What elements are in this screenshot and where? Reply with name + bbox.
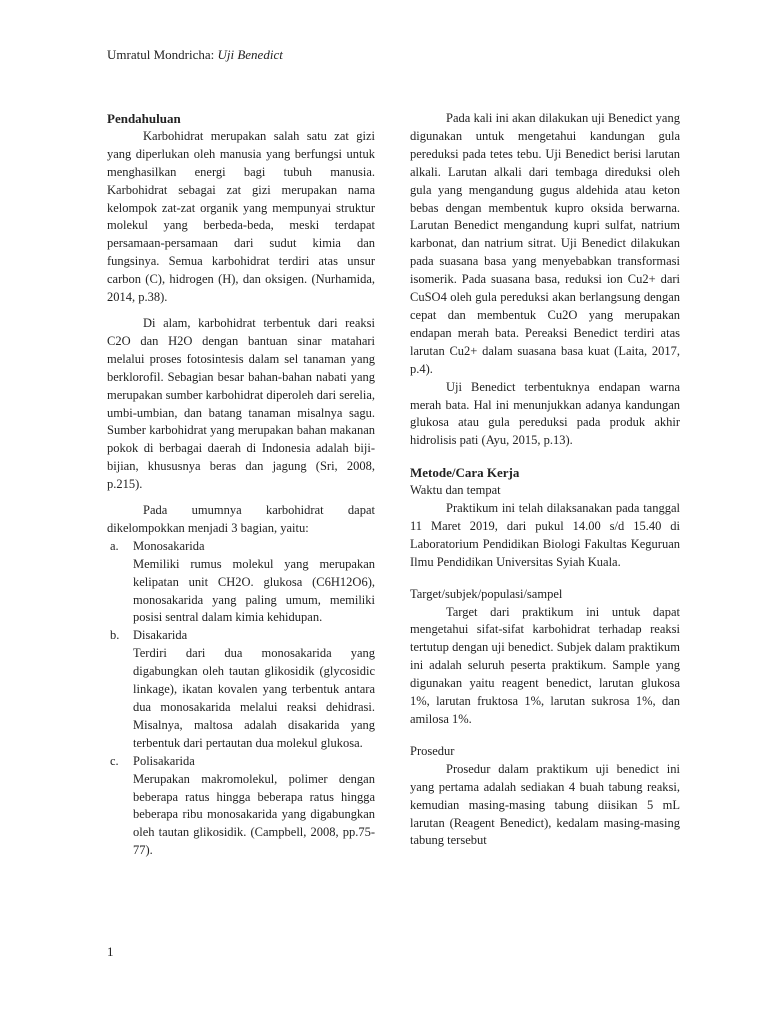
- paragraph: Target dari praktikum ini untuk dapat mengetahui sifat-sifat karbohidrat terhadap reaksi tertutup dengan uji benedict. Subjek dalam praktikum ini adalah seluruh peserta praktikum. Sample yang digunakan yaitu reagent benedict, larutan glukosa 1%, larutan fruktosa 1%, larutan sukrosa 1%, dan amilosa 1%.: [410, 604, 680, 726]
- left-column: [107, 110, 375, 860]
- subheading-target: Target/subjek/populasi/sampel: [410, 586, 563, 601]
- page-number: 1: [107, 944, 114, 959]
- list-item-text: Merupakan makromolekul, polimer dengan beberapa ratus hingga beberapa ratus hingga beberapa ribu monosakarida yang digabungkan oleh tautan glikosidik. (Campbell, 2008, pp.75-77).: [133, 771, 375, 858]
- paragraph: Praktikum ini telah dilaksanakan pada tanggal 11 Maret 2019, dari pukul 14.00 s/d 15.40 di Laboratorium Pendidikan Biologi Fakultas Keguruan Ilmu Pendidikan Universitas Syiah Kuala.: [410, 501, 680, 569]
- right-column: [410, 110, 680, 850]
- list-marker: a.: [110, 538, 119, 553]
- paragraph: Pada kali ini akan dilakukan uji Benedict yang digunakan untuk mengetahui kandungan gula pereduksi pada tetes tebu. Uji Benedict berisi larutan alkali. Larutan alkali dari tembaga direduksi oleh gula yang mengandung gugus aldehida atau keton bebas dengan membentuk kupro oksida berwarna. Larutan Benedict mengandung kupri sulfat, natrium karbonat, dan natrium sitrat. Uji Benedict dilakukan pada suasana basa yang menyebabkan transformasi isomerik. Pada suasana basa, reduksi ion Cu2+ dari CuSO4 oleh gula pereduksi akan berlangsung dengan cepat dan membentuk Cu2O yang merupakan endapan merah bata. Pereaksi Benedict terdiri atas larutan Cu2+ dalam suasana basa kuat (Laita, 2017, p.4).: [410, 111, 680, 376]
- list-marker: b.: [110, 628, 120, 643]
- list-item-title: Disakarida: [133, 628, 188, 643]
- list-item-text: Terdiri dari dua monosakarida yang digabungkan oleh tautan glikosidik (glycosidic linkage), ikatan kovalen yang terbentuk antara dua monosakarida melalui reaksi dehidrasi. Misalnya, maltosa adalah disakarida yang terbentuk dari pertautan dua molekul glukosa.: [133, 646, 375, 750]
- list-item-title: Polisakarida: [133, 753, 195, 768]
- list-item-text: Memiliki rumus molekul yang merupakan kelipatan unit CH2O. glukosa (C6H12O6), monosakarida yang paling umum, memiliki posisi sentral dalam kimia kehidupan.: [133, 556, 375, 625]
- paragraph: Uji Benedict terbentuknya endapan warna merah bata. Hal ini menunjukkan adanya kandungan glukosa atau gula pereduksi pada produk akhir hidrolisis pati (Ayu, 2015, p.13).: [410, 379, 680, 448]
- paragraph: Prosedur dalam praktikum uji benedict ini yang pertama adalah sediakan 4 buah tabung reaksi, kemudian masing-masing tabung diisikan 5 mL larutan (Reagent Benedict), kedalam masing-masing tabung tersebut: [410, 761, 680, 848]
- running-header: [107, 46, 283, 64]
- section-heading-metode: Metode/Cara Kerja: [410, 465, 520, 481]
- paragraph: Karbohidrat merupakan salah satu zat gizi yang diperlukan oleh manusia yang berfungsi untuk menghasilkan energi bagi tubuh manusia. Karbohidrat sebagai zat gizi merupakan nama kelompok zat-zat organik yang mempunyai struktur molekul yang berbeda-beda, meski terdapat persamaan-persamaan dari sudut kimia dan fungsinya. Semua karbohidrat terdiri atas unsur carbon (C), hidrogen (H), dan oksigen. (Nurhamida, 2014, p.38).: [107, 128, 375, 305]
- list-item: [107, 753, 375, 860]
- list-marker: c.: [110, 753, 119, 768]
- header-author: Umratul Mondricha:: [107, 47, 215, 62]
- subheading-prosedur: Prosedur: [410, 743, 455, 758]
- section-heading-pendahuluan: Pendahuluan: [107, 111, 181, 126]
- paragraph: Pada umumnya karbohidrat dapat dikelompokkan menjadi 3 bagian, yaitu:: [107, 503, 375, 535]
- list-item: [107, 538, 375, 628]
- list-item-title: Monosakarida: [133, 538, 205, 553]
- paragraph: Di alam, karbohidrat terbentuk dari reaksi C2O dan H2O dengan bantuan sinar matahari melalui proses fotosintesis dalam sel tanaman yang berklorofil. Sebagian besar bahan-bahan nabati yang merupakan sumber karbohidrat diperoleh dari serelia, umbi-umbian, dan batang tanaman misalnya sagu. Sumber karbohidrat yang merupakan bahan makanan pokok di berbagai daerah di Indonesia adalah biji-bijian, khususnya beras dan jagung (Sri, 2008, p.215).: [107, 315, 375, 492]
- list-item: [107, 627, 375, 752]
- subheading-waktu: Waktu dan tempat: [410, 483, 501, 498]
- header-title: Uji Benedict: [217, 47, 283, 62]
